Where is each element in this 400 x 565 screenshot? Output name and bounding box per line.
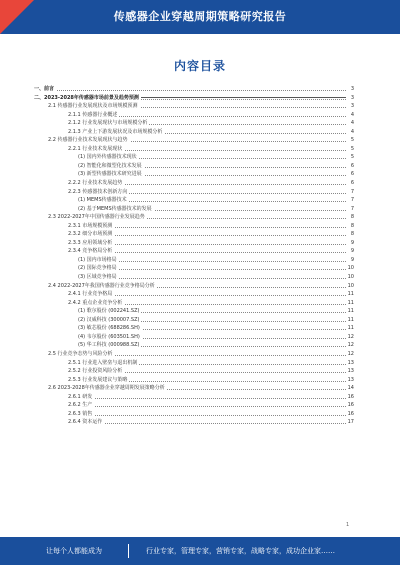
toc-entry-page: 14 [347, 385, 354, 392]
toc-entry-page: 10 [347, 265, 354, 272]
toc-entry[interactable] [34, 316, 354, 325]
report-title: 传感器企业穿越周期策略研究报告 [113, 10, 287, 23]
toc-entry-page: 11 [347, 316, 354, 323]
toc-entry[interactable] [34, 256, 354, 265]
toc-entry[interactable] [34, 247, 354, 256]
toc-entry-label: (2) 国际竞争格局 [78, 265, 117, 272]
toc-entry-label: 2.3.1 市场规模预测 [68, 222, 113, 229]
toc-entry-page: 11 [347, 291, 354, 298]
toc-entry-label: (3) 敏芯股份 (688286.SH) [78, 325, 140, 332]
toc-entry-label: 2.4 2022-2027年我国传感器行业竞争格局分析 [48, 282, 155, 289]
toc-entry-page: 4 [346, 128, 354, 137]
toc-entry-label: (2) 基于MEMS传感器技术的发展 [78, 205, 152, 212]
toc-entry-page: 6 [346, 162, 354, 171]
toc-entry-label: 2.2.3 传感器技术创新方向 [68, 188, 128, 195]
toc-entry-label: 2.2.2 行业技术发展趋势 [68, 180, 123, 187]
toc-entry-label: 2.5 行业竞争态势与风险分析 [48, 350, 113, 357]
toc-entry-page: 16 [347, 393, 354, 400]
toc-entry-page: 13 [347, 376, 354, 383]
toc-entry-label: 2.4.2 重点企业竞争分析 [68, 299, 123, 306]
toc-entry-page: 4 [346, 119, 354, 128]
leader-dots [72, 406, 346, 407]
toc-entry-label: 2.5.3 行业发展建议与策略 [68, 376, 128, 383]
toc-entry-page: 5 [346, 153, 354, 162]
toc-entry-label: (1) 歌尔股份 (002241.SZ) [78, 308, 140, 315]
toc-entry-page: 4 [346, 111, 354, 120]
toc-entry-page: 8 [346, 230, 354, 239]
toc-entry-page: 12 [347, 333, 354, 340]
toc-entry[interactable] [34, 102, 354, 111]
toc-entry-label: 2.6.2 生产 [68, 402, 93, 409]
footer-separator [128, 544, 129, 558]
toc-entry-label: 2.3.3 应用领域分析 [68, 239, 113, 246]
toc-entry-label: 2.6.3 销售 [68, 410, 93, 417]
toc-entry-label: 2.3.2 细分市场预测 [68, 231, 113, 238]
toc-heading: 内容目录 [173, 59, 226, 73]
toc-entry[interactable] [34, 418, 354, 427]
toc-entry-label: (2) 汉威科技 (300007.SZ) [78, 316, 140, 323]
leader-dots [72, 415, 346, 416]
leader-dots [82, 261, 346, 262]
toc-entry-page: 16 [347, 402, 354, 409]
toc-entry-label: 2.3.4 竞争格局分析 [68, 248, 113, 255]
toc-entry-page: 6 [346, 179, 354, 188]
toc-entry-page: 13 [347, 359, 354, 366]
toc-entry[interactable] [34, 111, 354, 120]
leader-dots [38, 90, 346, 91]
toc-entry-page: 9 [346, 256, 354, 265]
leader-dots [82, 278, 346, 279]
toc-entry[interactable] [34, 222, 354, 231]
toc-entry-label: 2.1.1 传感器行业概述 [68, 111, 118, 118]
toc-entry-page: 10 [347, 274, 354, 281]
toc-entry-label: (1) 国内外传感器技术现状 [78, 154, 137, 161]
toc-entry[interactable] [34, 162, 354, 171]
toc-entry-label: 2.1 传感器行业发展现状及市场规模预测 [48, 103, 138, 110]
toc-entry[interactable] [34, 264, 354, 273]
toc-entry[interactable] [34, 119, 354, 128]
toc-entry[interactable] [34, 393, 354, 402]
toc-entry-page: 7 [346, 205, 354, 214]
toc-entry[interactable] [34, 273, 354, 282]
toc-entry-label: 2.3 2022-2027年中国传感器行业发展趋势 [48, 214, 145, 221]
header-bar [0, 0, 400, 34]
toc-entry[interactable] [34, 153, 354, 162]
footer-tagline: 行业专家，管理专家，营销专家，战略专家，成功企业家…… [146, 547, 335, 555]
toc-entry-label: 2.1.2 行业发展现状与市场规模分析 [68, 120, 148, 127]
toc-entry[interactable] [34, 188, 354, 197]
toc-entry-page: 6 [346, 170, 354, 179]
toc-entry[interactable] [34, 213, 354, 222]
toc-entry[interactable] [34, 367, 354, 376]
toc-entry[interactable] [34, 85, 354, 94]
page-number: 1 [346, 522, 350, 528]
toc-entry[interactable] [34, 239, 354, 248]
toc-entry[interactable] [34, 384, 354, 393]
toc-entry-label: 2.5.1 行业进入壁垒与退出机制 [68, 359, 138, 366]
toc-entry-page: 5 [346, 136, 354, 145]
toc-entry-label: 2.4.1 行业竞争格局 [68, 291, 113, 298]
toc-entry-page: 17 [347, 419, 354, 426]
toc-entry-label: (1) MEMS传感器技术 [78, 197, 127, 204]
toc-entry-label: 2.6.4 资本运作 [68, 419, 103, 426]
toc-entry-label: 2.6 2023-2028年传感器企业穿越周期发展策略分析 [48, 385, 165, 392]
footer-bar [0, 537, 400, 565]
leader-dots [82, 269, 346, 270]
toc-entry-page: 9 [346, 247, 354, 256]
leader-dots [72, 423, 346, 424]
toc-entry-page: 12 [347, 350, 354, 357]
toc-entry-page: 8 [346, 222, 354, 231]
toc-entry[interactable] [34, 333, 354, 342]
toc-entry-page: 13 [347, 368, 354, 375]
toc-entry[interactable] [34, 359, 354, 368]
toc-entry-label: 一、前言 [34, 86, 55, 92]
toc-entry-page: 7 [346, 188, 354, 197]
toc-entry-label: (3) 区域竞争格局 [78, 274, 117, 281]
toc-entry-page: 8 [346, 213, 354, 222]
footer-slogan: 让每个人都能成为 [46, 547, 102, 555]
toc-entry-label: (5) 华工科技 (000988.SZ) [78, 342, 140, 349]
toc-entry-page: 12 [347, 342, 354, 349]
toc-entry[interactable] [34, 299, 354, 308]
toc-entry-label: (3) 新型传感器技术研究进展 [78, 171, 142, 178]
toc-entry[interactable] [34, 376, 354, 385]
toc-entry[interactable] [34, 94, 354, 103]
toc-entry[interactable] [34, 282, 354, 291]
toc-entry[interactable] [34, 145, 354, 154]
toc-entry[interactable] [34, 205, 354, 214]
toc-entry-page: 5 [346, 145, 354, 154]
toc-entry[interactable] [34, 179, 354, 188]
toc-entry[interactable] [34, 230, 354, 239]
toc-entry-page: 9 [346, 239, 354, 248]
toc-entry-label: 2.6.1 研发 [68, 393, 93, 400]
toc-entry-label: (2) 智能化和微型化技术发展 [78, 162, 142, 169]
toc-entry[interactable] [34, 401, 354, 410]
toc-entry[interactable] [34, 136, 354, 145]
toc-entry-label: (1) 国内市场格局 [78, 256, 117, 263]
toc-entry-page: 11 [347, 325, 354, 332]
toc-entry[interactable] [34, 307, 354, 316]
toc-entry-page: 10 [347, 282, 354, 289]
table-of-contents [34, 85, 354, 427]
toc-entry-page: 3 [346, 102, 354, 111]
toc-entry[interactable] [34, 170, 354, 179]
toc-entry-label: 二、2023-2028年传感器市场前景及趋势预测 [34, 94, 139, 101]
toc-entry[interactable] [34, 410, 354, 419]
toc-entry-label: 2.5.2 行业投资风险分析 [68, 368, 123, 375]
toc-entry[interactable] [34, 341, 354, 350]
toc-entry[interactable] [34, 128, 354, 137]
toc-entry[interactable] [34, 350, 354, 359]
toc-entry[interactable] [34, 196, 354, 205]
toc-entry[interactable] [34, 290, 354, 299]
toc-entry-page: 3 [346, 85, 354, 94]
toc-entry-page: 11 [347, 308, 354, 315]
toc-entry-label: 2.1.3 产业上下游发展状况及市场规模分析 [68, 128, 163, 135]
toc-entry-page: 7 [346, 196, 354, 205]
leader-dots [72, 398, 346, 399]
toc-entry-page: 16 [347, 410, 354, 417]
toc-entry[interactable] [34, 324, 354, 333]
toc-entry-label: (4) 韦尔股份 (603501.SH) [78, 333, 140, 340]
toc-entry-page: 3 [346, 94, 354, 103]
toc-entry-label: 2.2.1 行业技术发展现状 [68, 145, 123, 152]
toc-entry-label: 2.2 传感器行业技术发展现状与趋势 [48, 137, 128, 144]
toc-entry-page: 11 [347, 299, 354, 306]
